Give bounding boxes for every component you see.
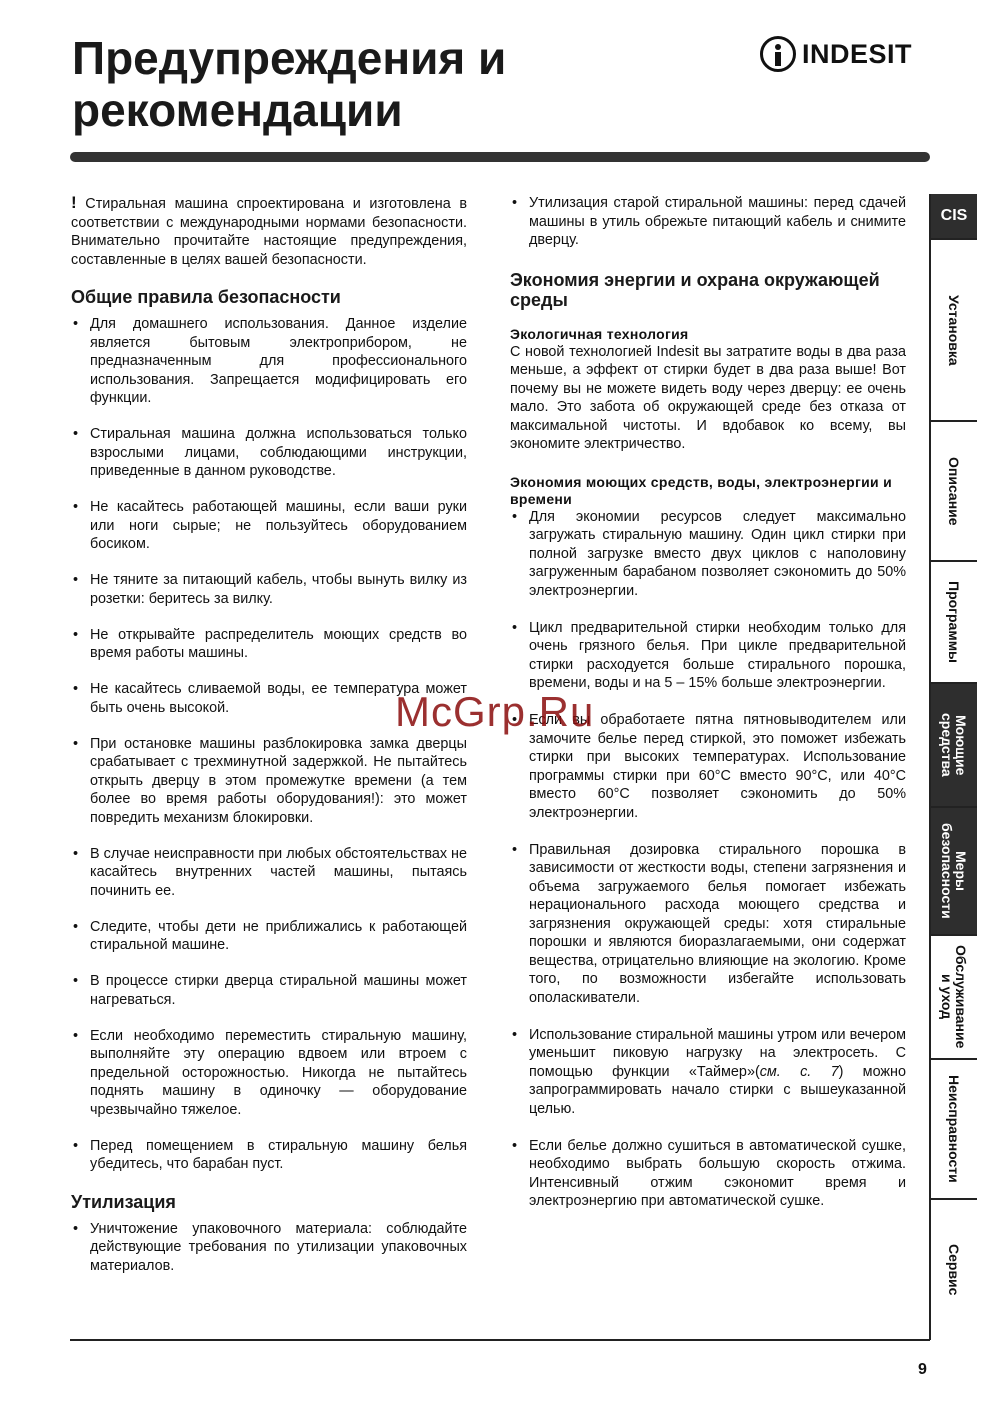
tab-cis[interactable]: CIS (931, 194, 977, 240)
list-item: • Для экономии ресурсов следует максимально загружать стиральную машину. Один цикл стирки при полной загрузке вместо двух циклов с наполовину загруженным барабаном позволяет сэкономить до 50% электроэнергии. (510, 508, 906, 601)
intro-paragraph: ! Стиральная машина спроектирована и изготовлена в соответствии с международными нормами безопасности. Внимательно прочитайте настоящие предупреждения, составленные в целях вашей безопасности. (71, 193, 468, 268)
indesit-logo (760, 32, 932, 76)
disposal-heading: Утилизация (71, 1191, 176, 1212)
list-item: • Перед помещением в стиральную машину белья убедитесь, что барабан пуст. (71, 1137, 467, 1174)
savings-list (510, 508, 906, 1211)
eco-subheading: Экологичная технология (510, 325, 689, 342)
eco-paragraph: С новой технологией Indesit вы затратите воды в два раза меньше, а эффект от стирки будет в два раза выше! Вот почему вы не можете видеть воду через дверцу: ее очень мало. Это забота об окружающей среде без отказа от максимальной чистоты. И вдобавок ко всему, вы экономите электричество. (510, 343, 906, 452)
tab-troubleshooting[interactable]: Неисправности (931, 1060, 977, 1200)
list-item: • Если вы обработаете пятна пятновыводителем или замочите белье перед стиркой, это поможет избежать стирки при высоких температурах. Использование программы стирки при 60°С вместо 90°С, или 40°С вместо 60°С позволяет сэкономить до 50% электроэнергии. (510, 711, 906, 822)
warning-mark: ! (71, 193, 77, 212)
list-item: • Следите, чтобы дети не приближались к работающей стиральной машине. (71, 918, 467, 955)
page-title: Предупреждения и рекомендации (72, 32, 507, 136)
list-item: • Правильная дозировка стирального порошка в зависимости от жесткости воды, степени загрязнения и объема загружаемого белья помогает избежать нерационального расхода моющего средства и загрязнения окружающей среды: хотя стиральные порошки и являются биоразлагаемыми, они содержат вещества, отрицательно влияющие на экологию. Кроме того, по возможности избегайте использовать ополаскиватели. (510, 841, 906, 1008)
disposal-list-continued (510, 194, 906, 250)
tab-service[interactable]: Сервис (946, 1244, 962, 1296)
tab-installation[interactable]: Установка (931, 240, 977, 422)
list-item: • Если белье должно сушиться в автоматической сушке, необходимо выбрать большую скорость отжима. Интенсивный отжим сэкономит время и электроэнергию при автоматической сушке. (510, 1137, 906, 1211)
header-divider (70, 152, 930, 162)
list-item: • Не тяните за питающий кабель, чтобы вынуть вилку из розетки: беритесь за вилку. (71, 571, 467, 608)
disposal-list (71, 1220, 467, 1276)
list-item: • Утилизация старой стиральной машины: перед сдачей машины в утиль обрежьте питающий кабель и снимите дверцу. (510, 194, 906, 250)
brand-name: INDESIT (802, 38, 913, 69)
tab-safety[interactable]: Меры безопасности (931, 808, 977, 936)
tab-maintenance[interactable]: Обслуживание и уход (931, 936, 977, 1060)
watermark-text: McGrp.Ru (395, 688, 595, 735)
tab-programs[interactable]: Программы (931, 562, 977, 684)
list-item: • Для домашнего использования. Данное изделие является бытовым электроприбором, не предназначенным для профессионального использования. Запрещается модифицировать его функции. (71, 315, 467, 408)
list-item: • Не касайтесь сливаемой воды, ее температура может быть очень высокой. (71, 680, 467, 717)
page-number: 9 (918, 1361, 927, 1378)
section-sidebar (929, 194, 977, 1340)
list-item: • В процессе стирки дверца стиральной машины может нагреваться. (71, 972, 467, 1009)
list-item: • Стиральная машина должна использоваться только взрослыми лицами, соблюдающими инструкции, приведенные в данном руководстве. (71, 425, 467, 481)
safety-list (71, 315, 467, 1174)
safety-heading: Общие правила безопасности (71, 287, 341, 307)
tab-detergents[interactable]: Моющие средства (931, 684, 977, 808)
savings-subheading: Экономия моющих средств, воды, электроэнергии и времени (510, 473, 893, 507)
logo-i-icon (760, 36, 796, 72)
energy-heading: Экономия энергии и охрана окружающей среды (510, 269, 880, 310)
list-item: • Использование стиральной машины утром или вечером уменьшит пиковую нагрузку на электросеть. С помощью функции «Таймер»(см. с. 7) можно запрограммировать начало стирки с вышеуказанной целью. (510, 1026, 906, 1119)
list-item: • В случае неисправности при любых обстоятельствах не касайтесь внутренних частей машины, пытаясь починить ее. (71, 845, 467, 901)
footer-divider (70, 1339, 930, 1341)
list-item: • Уничтожение упаковочного материала: соблюдайте действующие требования по утилизации упаковочных материалов. (71, 1220, 467, 1276)
list-item: • При остановке машины разблокировка замка дверцы срабатывает с трехминутной задержкой. Не пытайтесь открыть дверцу в этом промежутке времени (а тем более во время работы оборудования!): это может повредить механизм блокировки. (71, 735, 467, 828)
list-item: • Цикл предварительной стирки необходим только для очень грязного белья. При цикле предварительной стирки расходуется больше стирального порошка, времени, воды и на 5 – 15% больше электроэнергии. (510, 619, 906, 693)
list-item: • Если необходимо переместить стиральную машину, выполняйте эту операцию вдвоем или втроем с предельной осторожностью. Никогда не пытайтесь поднять машину в одиночку — оборудование чрезвычайно тяжелое. (71, 1027, 467, 1120)
list-item: • Не открывайте распределитель моющих средств во время работы машины. (71, 626, 467, 663)
tab-description[interactable]: Описание (931, 422, 977, 562)
page-reference: см. с. 7 (759, 1063, 839, 1080)
list-item: • Не касайтесь работающей машины, если ваши руки или ноги сырые; не пользуйтесь оборудованием босиком. (71, 498, 467, 554)
